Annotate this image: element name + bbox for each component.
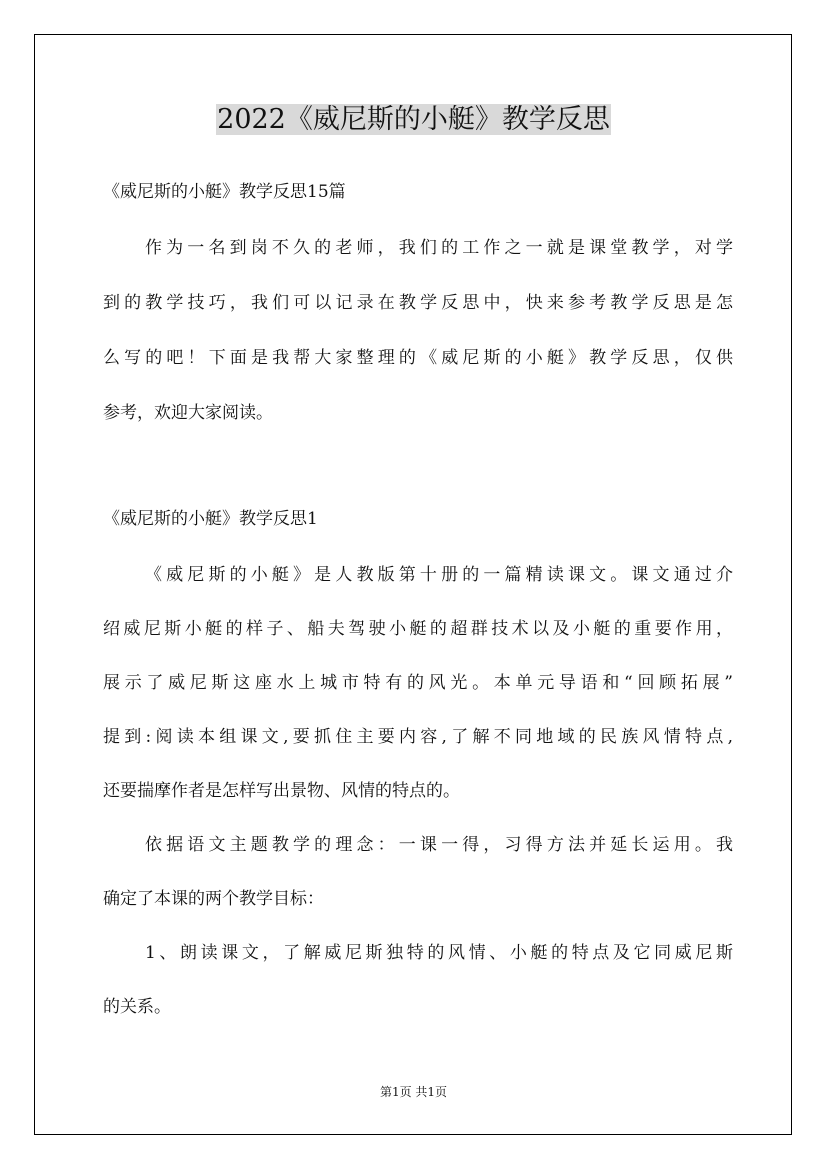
document-title [0,100,827,140]
para1-line-4: 提到:阅读本组课文,要抓住主要内容,了解不同地域的民族风情特点, [103,727,733,747]
para2-line-2: 确定了本课的两个教学目标： [103,889,324,909]
para1-line-2: 绍威尼斯小艇的样子、船夫驾驶小艇的超群技术以及小艇的重要作用， [103,619,733,639]
intro-line-1: 作为一名到岗不久的老师，我们的工作之一就是课堂教学，对学 [145,238,733,258]
section-heading: 《威尼斯的小艇》教学反思1 [103,509,318,529]
para1-line-1: 《威尼斯的小艇》是人教版第十册的一篇精读课文。课文通过介 [145,565,733,585]
intro-line-2: 到的教学技巧，我们可以记录在教学反思中，快来参考教学反思是怎 [103,293,733,313]
page-footer [0,1083,827,1101]
document-title-text: 2022《威尼斯的小艇》教学反思 [217,104,610,135]
para3-line-1: 1、朗读课文，了解威尼斯独特的风情、小艇的特点及它同威尼斯 [145,943,733,963]
intro-line-4: 参考，欢迎大家阅读。 [103,403,273,423]
page-number-text: 第1页 共1页 [379,1085,448,1099]
para1-line-3: 展示了威尼斯这座水上城市特有的风光。本单元导语和“回顾拓展” [103,673,733,693]
para3-line-2: 的关系。 [103,997,171,1017]
document-subtitle: 《威尼斯的小艇》教学反思15篇 [103,182,346,202]
para2-line-1: 依据语文主题教学的理念：一课一得，习得方法并延长运用。我 [145,835,733,855]
intro-line-3: 么写的吧！下面是我帮大家整理的《威尼斯的小艇》教学反思，仅供 [103,348,733,368]
para1-line-5: 还要揣摩作者是怎样写出景物、风情的特点的。 [103,781,460,801]
